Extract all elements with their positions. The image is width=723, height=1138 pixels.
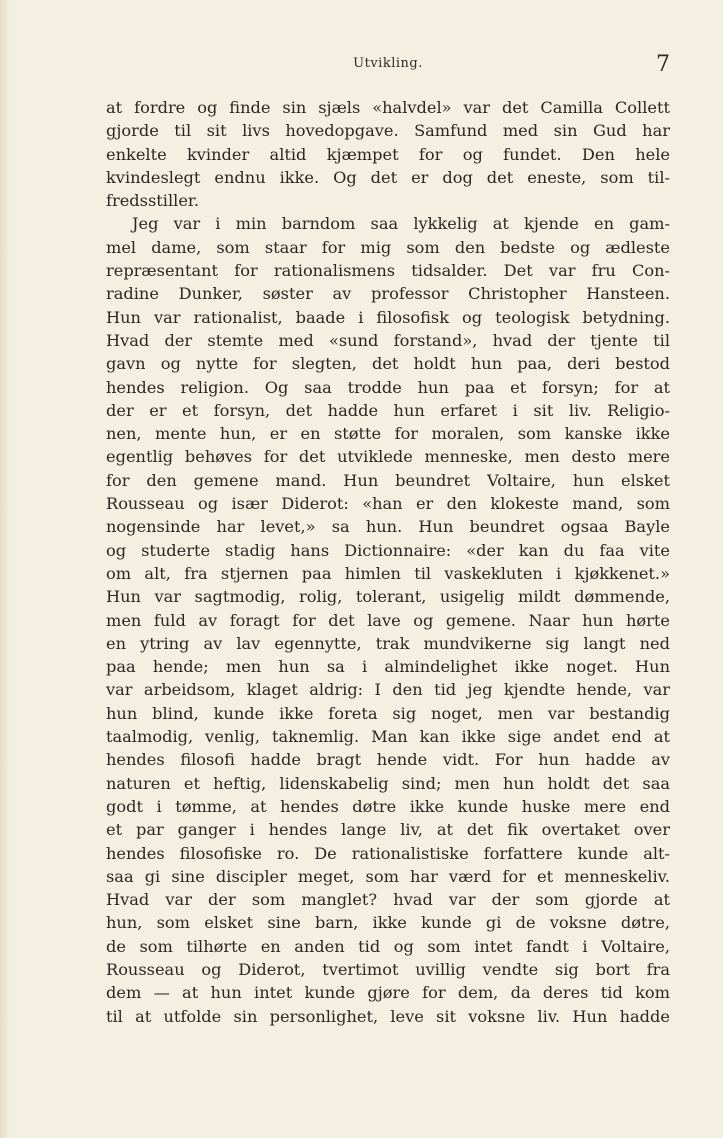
text-line: paa hende; men hun sa i almindelighet ikke noget. Hun — [106, 657, 670, 677]
text-line: hendes filosofiske ro. De rationalistiske forfattere kunde alt- — [106, 843, 670, 863]
text-line: Hvad der stemte med «sund forstand», hvad der tjente til — [106, 330, 670, 350]
text-line: godt i tømme, at hendes døtre ikke kunde huske mere end — [106, 796, 670, 816]
text-line: fredsstiller. — [106, 191, 200, 211]
text-line: radine Dunker, søster av professor Christopher Hansteen. — [106, 284, 670, 304]
text-line: Rousseau og Diderot, tvertimot uvillig vendte sig bort fra — [106, 959, 670, 979]
text-line: gavn og nytte for slegten, det holdt hun paa, deri bestod — [106, 354, 670, 374]
text-line: om alt, fra stjernen paa himlen til vaskekluten i kjøkkenet.» — [106, 563, 670, 583]
text-line: kvindeslegt endnu ikke. Og det er dog det eneste, som til- — [106, 167, 670, 187]
text-line: dem — at hun intet kunde gjøre for dem, da deres tid kom — [106, 983, 670, 1003]
text-line: Hvad var der som manglet? hvad var der som gjorde at — [106, 890, 670, 910]
text-line: og studerte stadig hans Dictionnaire: «der kan du faa vite — [106, 540, 670, 560]
page-header — [106, 52, 670, 82]
text-line: hun, som elsket sine barn, ikke kunde gi de voksne døtre, — [106, 913, 670, 933]
text-line: en ytring av lav egennytte, trak mundvikerne sig langt ned — [106, 633, 670, 653]
text-line: hun blind, kunde ikke foreta sig noget, men var bestandig — [106, 703, 670, 723]
text-line: enkelte kvinder altid kjæmpet for og fundet. Den hele — [106, 144, 670, 164]
text-line: gjorde til sit livs hovedopgave. Samfund med sin Gud har — [106, 121, 670, 141]
text-line: taalmodig, venlig, taknemlig. Man kan ikke sige andet end at — [106, 727, 670, 747]
text-line: nen, mente hun, er en støtte for moralen, som kanske ikke — [106, 424, 670, 444]
text-line: men fuld av foragt for det lave og gemene. Naar hun hørte — [106, 610, 670, 630]
text-line: saa gi sine discipler meget, som har værd for et menneskeliv. — [106, 866, 670, 886]
text-line: egentlig behøves for det utviklede menneske, men desto mere — [106, 447, 670, 467]
text-line: mel dame, som staar for mig som den bedste og ædleste — [106, 237, 670, 257]
body-text — [106, 96, 670, 1028]
text-line: var arbeidsom, klaget aldrig: I den tid jeg kjendte hende, var — [106, 680, 670, 700]
text-line: Rousseau og især Diderot: «han er den klokeste mand, som — [106, 494, 670, 514]
page-binding-edge — [0, 0, 10, 1138]
page-number: 7 — [656, 52, 670, 77]
text-line: et par ganger i hendes lange liv, at det fik overtaket over — [106, 820, 670, 840]
text-line: Hun var rationalist, baade i filosofisk og teologisk betydning. — [106, 307, 670, 327]
text-line: de som tilhørte en anden tid og som intet fandt i Voltaire, — [106, 936, 670, 956]
text-line: for den gemene mand. Hun beundret Voltaire, hun elsket — [106, 470, 670, 490]
text-line: nogensinde har levet,» sa hun. Hun beundret ogsaa Bayle — [106, 517, 670, 537]
text-line: repræsentant for rationalismens tidsalder. Det var fru Con- — [106, 261, 670, 281]
running-head: Utvikling. — [353, 56, 423, 71]
text-line: hendes religion. Og saa trodde hun paa et forsyn; for at — [106, 377, 670, 397]
text-line: hendes filosofi hadde bragt hende vidt. For hun hadde av — [106, 750, 670, 770]
text-line: der er et forsyn, det hadde hun erfaret i sit liv. Religio- — [106, 400, 670, 420]
text-line: Hun var sagtmodig, rolig, tolerant, usigelig mildt dømmende, — [106, 587, 670, 607]
text-line: til at utfolde sin personlighet, leve sit voksne liv. Hun hadde — [106, 1006, 670, 1026]
text-line: Jeg var i min barndom saa lykkelig at kjende en gam- — [132, 214, 670, 234]
text-line: naturen et heftig, lidenskabelig sind; men hun holdt det saa — [106, 773, 670, 793]
text-line: at fordre og finde sin sjæls «halvdel» var det Camilla Collett — [106, 98, 670, 117]
